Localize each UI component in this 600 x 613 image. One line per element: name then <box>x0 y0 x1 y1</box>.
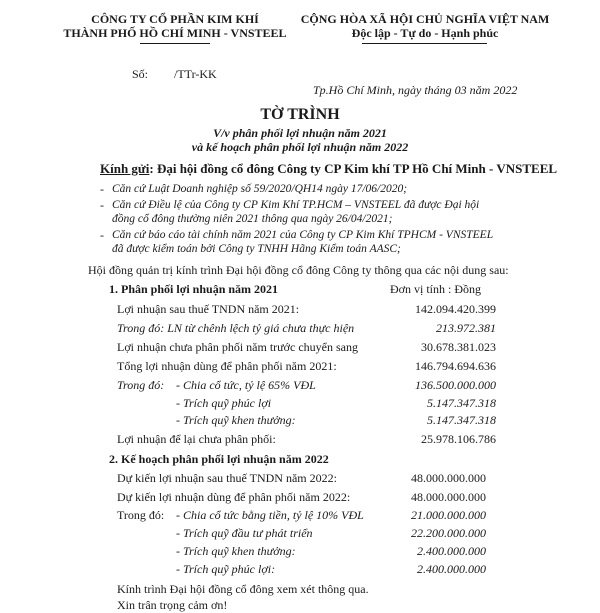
basis-line: Căn cứ báo cáo tài chính năm 2021 của Công ty CP Kim Khí TPHCM - VNSTEEL <box>112 229 494 241</box>
s2-row-value: 22.200.000.000 <box>411 526 486 540</box>
s1-row-label: Lợi nhuận chưa phân phối năm trước chuyển sang <box>117 340 358 354</box>
document-subtitle-2: và kế hoạch phân phối lợi nhuận năm 2022 <box>191 140 409 154</box>
s2-row-label: Dự kiến lợi nhuận sau thuế TNDN năm 2022: <box>117 471 337 485</box>
company-underline <box>140 43 210 44</box>
s1-row-value: 30.678.381.023 <box>421 340 496 354</box>
basis-item-3-cont: đã được kiểm toán bởi Công ty TNHH Hãng Kiểm toán AASC; <box>112 243 401 255</box>
s2-row-value: 48.000.000.000 <box>411 490 486 504</box>
company-name-line2: THÀNH PHỐ HỒ CHÍ MINH - VNSTEEL <box>63 26 287 40</box>
s1-row-value: 146.794.694.636 <box>415 359 496 373</box>
unit-label: Đơn vị tính : Đồng <box>390 282 482 296</box>
s1-row-value: 5.147.347.318 <box>427 396 496 410</box>
basis-item-1 <box>100 182 408 196</box>
greeting-label: Kính gửi <box>100 161 150 176</box>
s1-row-value: 25.978.106.786 <box>421 432 496 446</box>
s1-row-label: Trong đó: LN từ chênh lệch tỷ giá chưa thực hiện <box>117 321 355 335</box>
s2-row-label: - Trích quỹ phúc lợi: <box>176 562 276 576</box>
bullet-dash: - <box>100 198 104 212</box>
motto-underline <box>362 43 487 44</box>
s1-row-label: - Trích quỹ phúc lợi <box>176 396 272 410</box>
basis-line: Căn cứ Luật Doanh nghiệp số 59/2020/QH14 ngày 17/06/2020; <box>112 183 408 195</box>
section2-heading: 2. Kế hoạch phân phối lợi nhuận năm 2022 <box>109 452 329 466</box>
basis-item-2 <box>100 198 480 212</box>
s2-row-value: 2.400.000.000 <box>417 544 486 558</box>
document-title: TỜ TRÌNH <box>260 106 340 123</box>
basis-item-3 <box>100 228 494 242</box>
place-date: Tp.Hồ Chí Minh, ngày tháng 03 năm 2022 <box>313 83 518 97</box>
s2-row-label: - Trích quỹ đầu tư phát triển <box>176 526 313 540</box>
nation-motto: Độc lập - Tự do - Hạnh phúc <box>351 26 499 40</box>
s2-row-value: 21.000.000.000 <box>411 508 486 522</box>
basis-item-2-cont: đồng cổ đông thường niên 2021 thông qua ngày 26/04/2021; <box>112 213 393 225</box>
s2-row-value: 48.000.000.000 <box>411 471 486 485</box>
s2-row-label: Dự kiến lợi nhuận dùng để phân phối năm 2022: <box>117 490 351 504</box>
s2-row-label: - Chia cổ tức bằng tiền, tỷ lệ 10% VĐL <box>176 508 364 522</box>
bullet-dash: - <box>100 182 104 196</box>
doc-number-label: Số: <box>132 67 149 81</box>
s1-row-value: 5.147.347.318 <box>427 413 496 427</box>
s1-row-label: Lợi nhuận sau thuế TNDN năm 2021: <box>117 302 300 316</box>
s1-row-label: Tổng lợi nhuận dùng để phân phối năm 2021: <box>117 359 337 373</box>
s1-row-value: 142.094.420.399 <box>415 302 496 316</box>
s1-row-label: Lợi nhuận để lại chưa phân phối: <box>117 432 276 446</box>
closing-line-2: Xin trân trọng cảm ơn! <box>117 598 228 612</box>
document-subtitle-1: V/v phân phối lợi nhuận năm 2021 <box>213 126 387 140</box>
s2-row-prefix: Trong đó: <box>117 508 165 522</box>
s1-row-prefix: Trong đó: <box>117 378 165 392</box>
s1-row-label: - Trích quỹ khen thưởng: <box>176 413 296 427</box>
basis-line: Căn cứ Điều lệ của Công ty CP Kim Khí TP.HCM – VNSTEEL đã được Đại hội <box>112 199 480 211</box>
bullet-dash: - <box>100 228 104 242</box>
s1-row-label: - Chia cổ tức, tỷ lệ 65% VĐL <box>176 378 316 392</box>
s1-row-value: 213.972.381 <box>436 321 496 335</box>
doc-number-value: /TTr-KK <box>174 67 217 81</box>
greeting <box>100 161 557 177</box>
s1-row-value: 136.500.000.000 <box>415 378 496 392</box>
s2-row-value: 2.400.000.000 <box>417 562 486 576</box>
greeting-text: : Đại hội đồng cổ đông Công ty CP Kim khí TP Hồ Chí Minh - VNSTEEL <box>149 161 558 176</box>
intro-paragraph: Hội đồng quản trị kính trình Đại hội đồng cổ đông Công ty thông qua các nội dung sau: <box>88 263 509 277</box>
section1-heading: 1. Phân phối lợi nhuận năm 2021 <box>109 282 279 296</box>
s2-row-label: - Trích quỹ khen thưởng: <box>176 544 296 558</box>
nation-line1: CỘNG HÒA XÃ HỘI CHỦ NGHĨA VIỆT NAM <box>300 12 550 26</box>
company-name-line1: CÔNG TY CỔ PHẦN KIM KHÍ <box>91 12 259 26</box>
closing-line-1: Kính trình Đại hội đồng cổ đông xem xét thông qua. <box>117 582 369 596</box>
